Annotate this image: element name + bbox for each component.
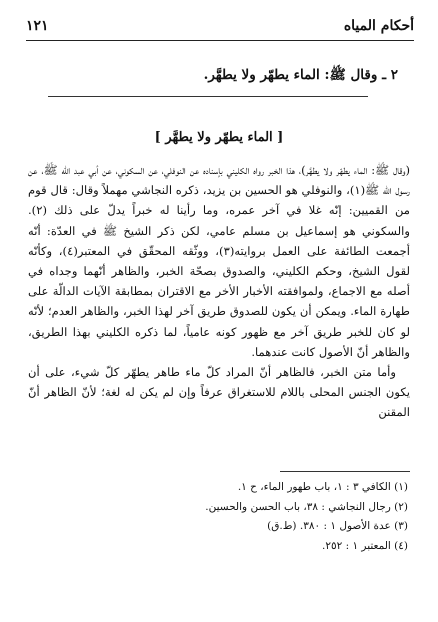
footnote-rule [280, 471, 410, 472]
body-paragraph-2: وأما متن الخبر، فالظاهر أنّ المراد كلّ ماء طاهر يطهّر كلّ شيء، على أن يكون الجنس المحلى باللام للاستغراق عرفاً وإن لم يكن له لغة؛ لأنّ الظاهر أنّ المقنن [28, 365, 410, 420]
body-text [28, 160, 410, 423]
hadith-line: ٢ ـ وقال ﷺ: الماء يطهّر ولا يطهَّر. [203, 67, 398, 83]
section-title: [ الماء يطهّر ولا يطهَّر ] [154, 130, 284, 145]
page-number: ١٢١ [26, 18, 49, 34]
footnotes [30, 478, 408, 556]
body-paragraph-1: (وقال ﷺ: الماء يطهّر ولا يطهَّر)، هذا الخبر رواه الكليني بإسناده عن النوفلي، عن السكوني، عن أبي عبد الله ﷺ، عن رسول الله ﷺ(١)، والنوفلي هو الحسين بن يزيد، ذكره النجاشي مهملاً وقال: قال قوم من القميين: إنّه غلا في آخر عمره، وما رأينا له خبراً يدلّ على ذلك (٢). والسكوني هو إسماعيل بن مسلم عامي، لكن ذكر الشيخ ﷺ في العدّة: أنّه أجمعت الطائفة على العمل بروايته(٣)، ووثّقه المحقّق في المعتبر(٤)، وكأنّه لقول الشيخ، وحكم الكليني، والصدوق بصحّة الخبر، والظاهر أنّهما وجداه في أصله مع الاجماع، ولموافقته الأخبار الأخر مع الاقتران بمطابقة الآيات الدالّة على طهارة الماء. ويمكن أن يكون للصدوق طريق آخر لهذا الخبر، والظاهر العدم؛ لأنّه لو كان للخبر طريق آخر مع ظهور كونه عامياً، لما ذكره الكليني بهذا الطريق، والظاهر أنّ الأصول كانت عندهما. [28, 163, 410, 359]
running-title: أحكام المياه [343, 18, 414, 34]
footnote-2: (٢) رجال النجاشي : ٣٨، باب الحسن والحسين. [205, 500, 408, 513]
footnote-3: (٣) عدة الأصول ١ : ٣٨٠. (ط.ق) [267, 520, 408, 532]
section-divider [48, 96, 368, 97]
page-header [26, 18, 414, 36]
footnote-1: (١) الكافي ٣ : ١، باب طهور الماء، ح ١. [237, 481, 408, 493]
header-rule [26, 40, 414, 41]
footnote-4: (٤) المعتبر ١ : ٢٥٢. [321, 539, 408, 552]
